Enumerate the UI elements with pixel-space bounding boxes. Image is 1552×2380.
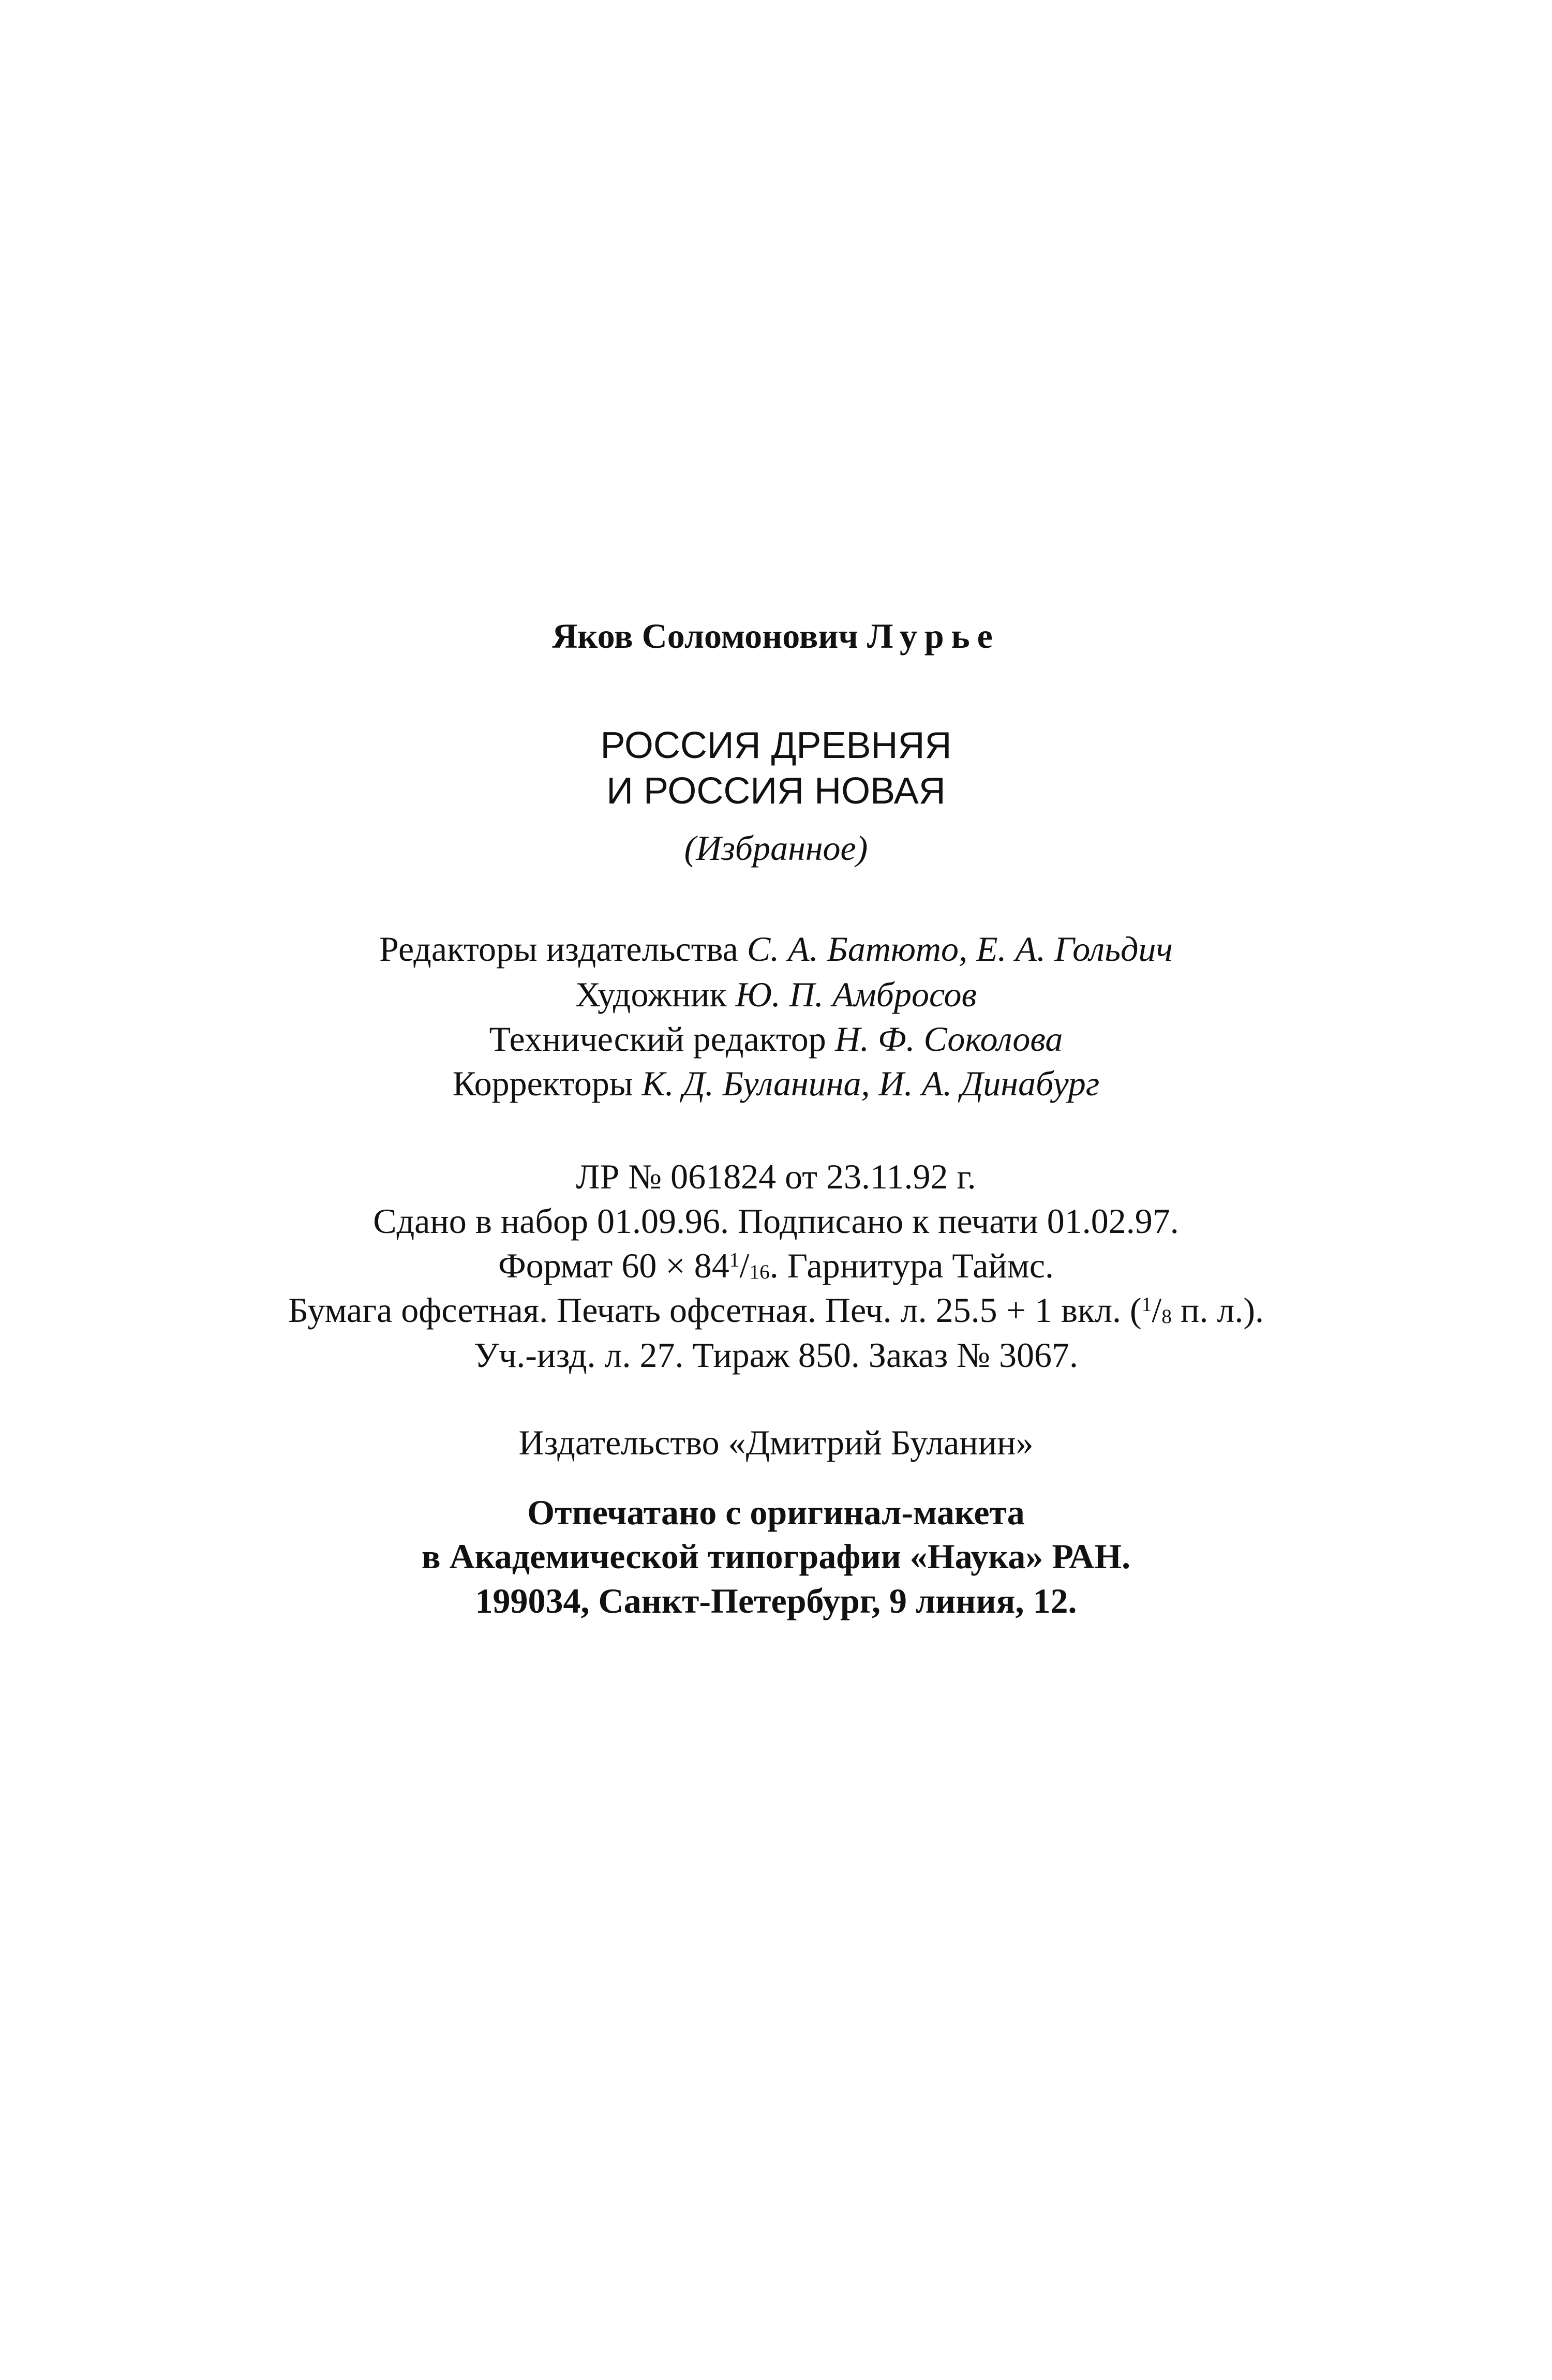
dates-line: Сдано в набор 01.09.96. Подписано к печати 01.02.97. (373, 1201, 1179, 1241)
artist-line (0, 977, 1552, 1012)
tech-editor-label: Технический редактор (489, 1019, 826, 1059)
editors-label: Редакторы издательства (379, 929, 738, 969)
tech-editor-line (0, 1021, 1552, 1057)
publisher-line: Издательство «Дмитрий Буланин» (518, 1423, 1034, 1462)
author-given-names: Яков Соломонович (552, 616, 858, 656)
tech-editor-name: Н. Ф. Соколова (834, 1019, 1063, 1059)
printing-line-3: 199034, Санкт-Петербург, 9 линия, 12. (475, 1581, 1077, 1620)
correctors-names: К. Д. Буланина, И. А. Динабург (641, 1064, 1100, 1103)
correctors-label: Корректоры (452, 1064, 633, 1103)
format-fraction-slash: / (739, 1246, 750, 1285)
paper-fraction-slash: / (1152, 1290, 1162, 1330)
artist-name: Ю. П. Амбросов (735, 975, 977, 1014)
printing-line-2: в Академической типографии «Наука» РАН. (421, 1537, 1131, 1576)
book-title-line-1: РОССИЯ ДРЕВНЯЯ (600, 725, 952, 766)
edition-line: Уч.-изд. л. 27. Тираж 850. Заказ № 3067. (473, 1335, 1079, 1375)
editors-line (0, 929, 1552, 969)
author-surname: Лурье (867, 616, 1000, 656)
paper-prefix: Бумага офсетная. Печать офсетная. Печ. л. 25.5 + 1 вкл. ( (288, 1290, 1142, 1330)
format-fraction-denominator: 16 (749, 1260, 770, 1283)
author-line (0, 616, 1552, 656)
printing-line-1: Отпечатано с оригинал-макета (527, 1493, 1025, 1532)
book-subtitle: (Избранное) (684, 828, 868, 868)
format-prefix: Формат 60 × 84 (498, 1246, 729, 1285)
license-line: ЛР № 061824 от 23.11.92 г. (576, 1157, 976, 1196)
paper-fraction-numerator: 1 (1141, 1292, 1152, 1316)
format-line (0, 1248, 1552, 1283)
paper-fraction-denominator: 8 (1161, 1304, 1172, 1328)
format-suffix: . Гарнитура Таймс. (769, 1246, 1054, 1285)
book-title-line-2: И РОССИЯ НОВАЯ (606, 770, 946, 812)
paper-suffix: п. л.). (1172, 1290, 1264, 1330)
artist-label: Художник (575, 975, 727, 1014)
correctors-line (0, 1066, 1552, 1101)
editors-names: С. А. Батюто, Е. А. Гольдич (747, 929, 1173, 969)
paper-line (0, 1292, 1552, 1328)
format-fraction-numerator: 1 (729, 1248, 740, 1271)
